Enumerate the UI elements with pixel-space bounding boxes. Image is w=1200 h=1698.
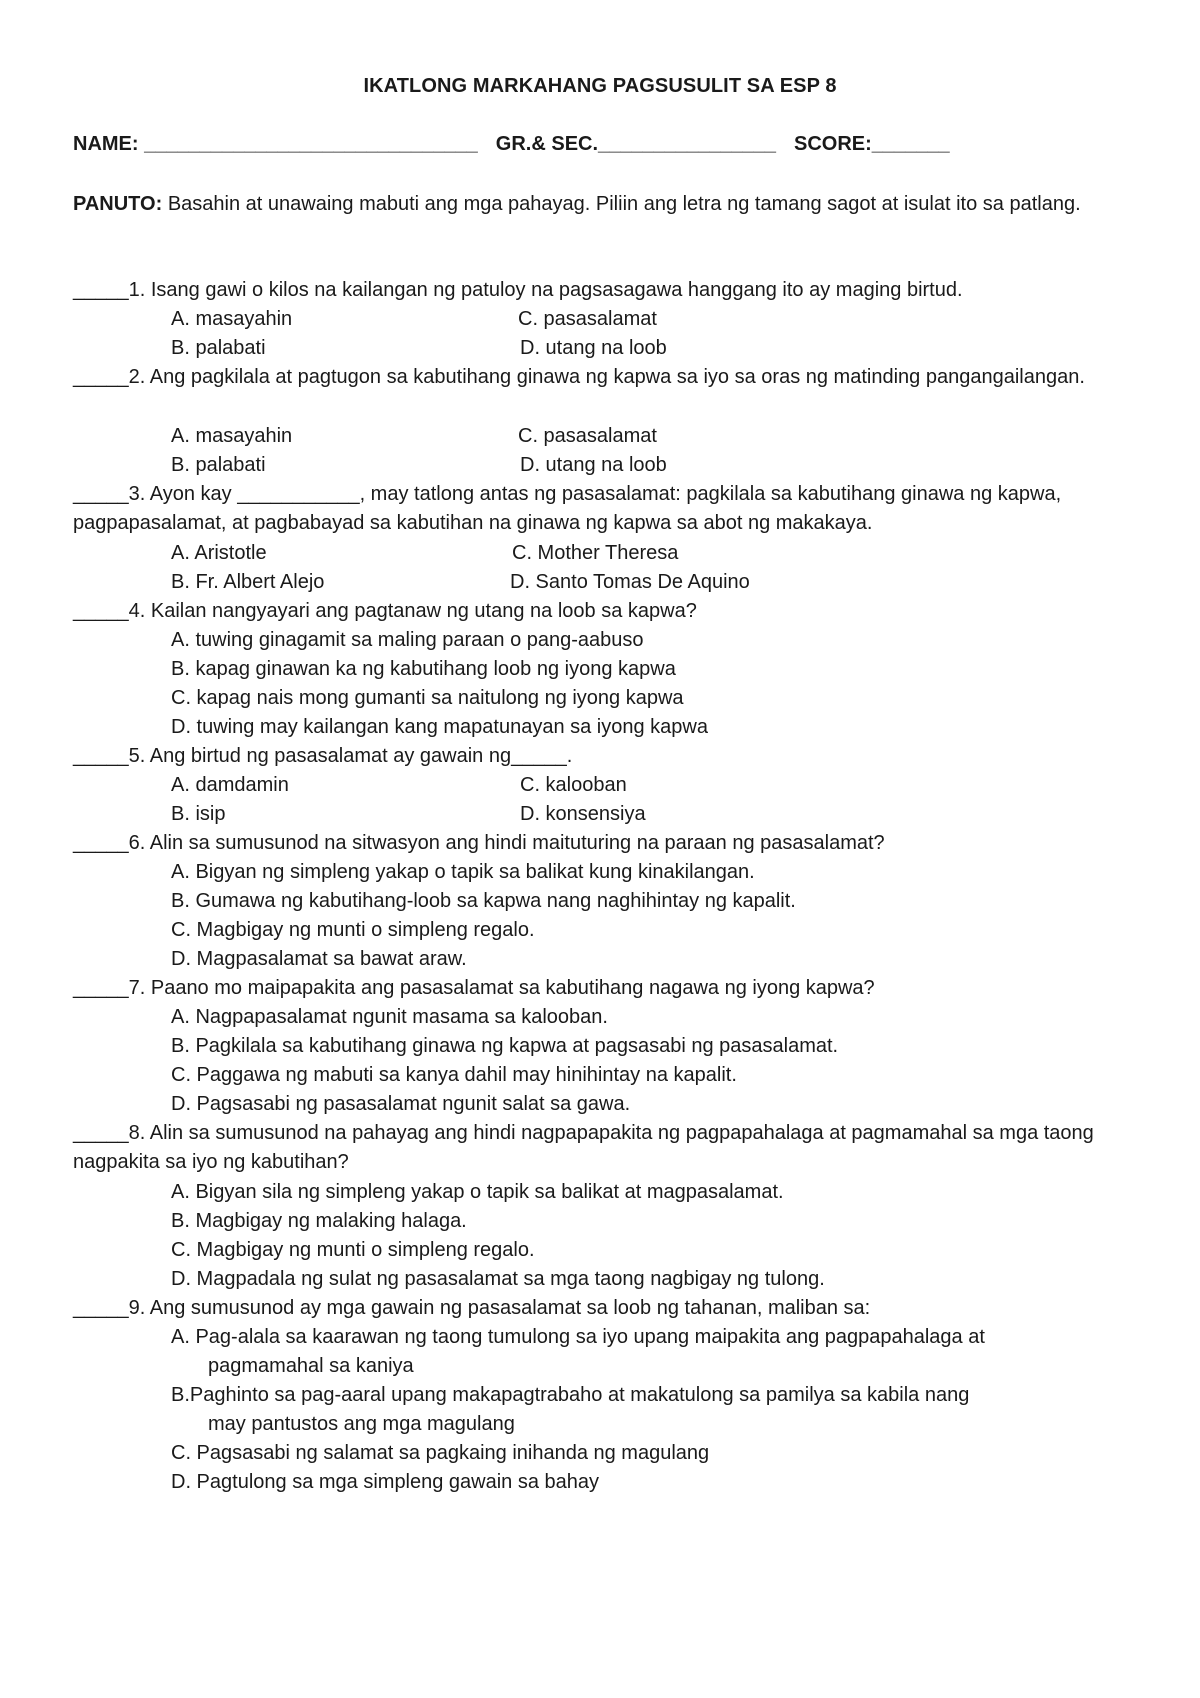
choice-7b[interactable]: B. Pagkilala sa kabutihang ginawa ng kapwa at pagsasabi ng pasasalamat. xyxy=(171,1035,839,1057)
question-3: _____3. Ayon kay ___________, may tatlong antas ng pasasalamat: pagkilala sa kabutihang ginawa ng kapwa, pagpapasalamat, at pagbabayad sa kabutihan na ginawa ng kapwa sa abot ng makakaya. xyxy=(73,483,1062,534)
choice-9b[interactable] xyxy=(171,1381,1101,1439)
choice-5d[interactable]: D. konsensiya xyxy=(520,803,646,825)
choice-2d[interactable]: D. utang na loob xyxy=(520,454,667,476)
choice-2a[interactable]: A. masayahin xyxy=(171,425,293,447)
question-7: _____7. Paano mo maipapakita ang pasasalamat sa kabutihang nagawa ng iyong kapwa? xyxy=(73,977,875,999)
choice-3c[interactable]: C. Mother Theresa xyxy=(512,542,679,564)
choice-8a[interactable]: A. Bigyan sila ng simpleng yakap o tapik sa balikat at magpasalamat. xyxy=(171,1181,784,1203)
score-field[interactable]: SCORE:_______ xyxy=(794,133,950,155)
choice-6d[interactable]: D. Magpasalamat sa bawat araw. xyxy=(171,948,467,970)
choice-9c[interactable]: C. Pagsasabi ng salamat sa pagkaing inihanda ng magulang xyxy=(171,1442,710,1464)
question-1: _____1. Isang gawi o kilos na kailangan ng patuloy na pagsasagawa hanggang ito ay maging birtud. xyxy=(73,279,963,301)
choice-9a-line2: pagmamahal sa kaniya xyxy=(208,1355,414,1377)
choice-3d[interactable]: D. Santo Tomas De Aquino xyxy=(510,571,750,593)
choice-4b[interactable]: B. kapag ginawan ka ng kabutihang loob ng iyong kapwa xyxy=(171,658,676,680)
choice-9d[interactable]: D. Pagtulong sa mga simpleng gawain sa bahay xyxy=(171,1471,600,1493)
choice-9a-line1: A. Pag-alala sa kaarawan ng taong tumulong sa iyo upang maipakita ang pagpapahalaga at xyxy=(171,1326,985,1348)
choice-8d[interactable]: D. Magpadala ng sulat ng pasasalamat sa mga taong nagbigay ng tulong. xyxy=(171,1268,825,1290)
question-6: _____6. Alin sa sumusunod na sitwasyon ang hindi maituturing na paraan ng pasasalamat? xyxy=(73,832,885,854)
choice-1c[interactable]: C. pasasalamat xyxy=(518,308,657,330)
choice-1b[interactable]: B. palabati xyxy=(171,337,266,359)
question-5: _____5. Ang birtud ng pasasalamat ay gawain ng_____. xyxy=(73,745,573,767)
question-4: _____4. Kailan nangyayari ang pagtanaw ng utang na loob sa kapwa? xyxy=(73,600,697,622)
choice-8c[interactable]: C. Magbigay ng munti o simpleng regalo. xyxy=(171,1239,535,1261)
choice-3a[interactable]: A. Aristotle xyxy=(171,542,267,564)
question-2: _____2. Ang pagkilala at pagtugon sa kabutihang ginawa ng kapwa sa iyo sa oras ng matinding pangangailangan. xyxy=(73,366,1085,388)
page-title: IKATLONG MARKAHANG PAGSUSULIT SA ESP 8 xyxy=(363,75,837,97)
choice-5a[interactable]: A. damdamin xyxy=(171,774,289,796)
instructions-label: PANUTO: xyxy=(73,193,163,215)
name-field[interactable]: NAME: ______________________________ xyxy=(73,133,478,155)
choice-6b[interactable]: B. Gumawa ng kabutihang-loob sa kapwa nang naghihintay ng kapalit. xyxy=(171,890,796,912)
student-info-fields xyxy=(73,132,950,156)
grade-section-field[interactable]: GR.& SEC.________________ xyxy=(495,133,777,155)
choice-4d[interactable]: D. tuwing may kailangan kang mapatunayan sa iyong kapwa xyxy=(171,716,708,738)
question-8: _____8. Alin sa sumusunod na pahayag ang hindi nagpapapakita ng pagpapahalaga at pagmamahal sa mga taong nagpakita sa iyo ng kabutihan? xyxy=(73,1122,1094,1173)
choice-5b[interactable]: B. isip xyxy=(171,803,226,825)
choice-7c[interactable]: C. Paggawa ng mabuti sa kanya dahil may hinihintay na kapalit. xyxy=(171,1064,737,1086)
choice-2c[interactable]: C. pasasalamat xyxy=(518,425,657,447)
choice-2b[interactable]: B. palabati xyxy=(171,454,266,476)
choice-1a[interactable]: A. masayahin xyxy=(171,308,293,330)
choice-8b[interactable]: B. Magbigay ng malaking halaga. xyxy=(171,1210,467,1232)
choice-1d[interactable]: D. utang na loob xyxy=(520,337,667,359)
question-9: _____9. Ang sumusunod ay mga gawain ng pasasalamat sa loob ng tahanan, maliban sa: xyxy=(73,1297,871,1319)
choice-7a[interactable]: A. Nagpapasalamat ngunit masama sa kalooban. xyxy=(171,1006,608,1028)
choice-6c[interactable]: C. Magbigay ng munti o simpleng regalo. xyxy=(171,919,535,941)
choice-5c[interactable]: C. kalooban xyxy=(520,774,627,796)
choice-9b-line2: may pantustos ang mga magulang xyxy=(208,1413,515,1435)
choice-9a[interactable] xyxy=(171,1323,1101,1381)
choice-4c[interactable]: C. kapag nais mong gumanti sa naitulong ng iyong kapwa xyxy=(171,687,684,709)
choice-4a[interactable]: A. tuwing ginagamit sa maling paraan o pang-aabuso xyxy=(171,629,644,651)
instructions xyxy=(73,190,1133,219)
choice-9b-line1: B.Paghinto sa pag-aaral upang makapagtrabaho at makatulong sa pamilya sa kabila nang xyxy=(171,1384,970,1406)
choice-6a[interactable]: A. Bigyan ng simpleng yakap o tapik sa balikat kung kinakilangan. xyxy=(171,861,755,883)
instructions-text: Basahin at unawaing mabuti ang mga pahayag. Piliin ang letra ng tamang sagot at isulat ito sa patlang. xyxy=(162,193,1081,215)
choice-7d[interactable]: D. Pagsasabi ng pasasalamat ngunit salat sa gawa. xyxy=(171,1093,631,1115)
choice-3b[interactable]: B. Fr. Albert Alejo xyxy=(171,571,325,593)
